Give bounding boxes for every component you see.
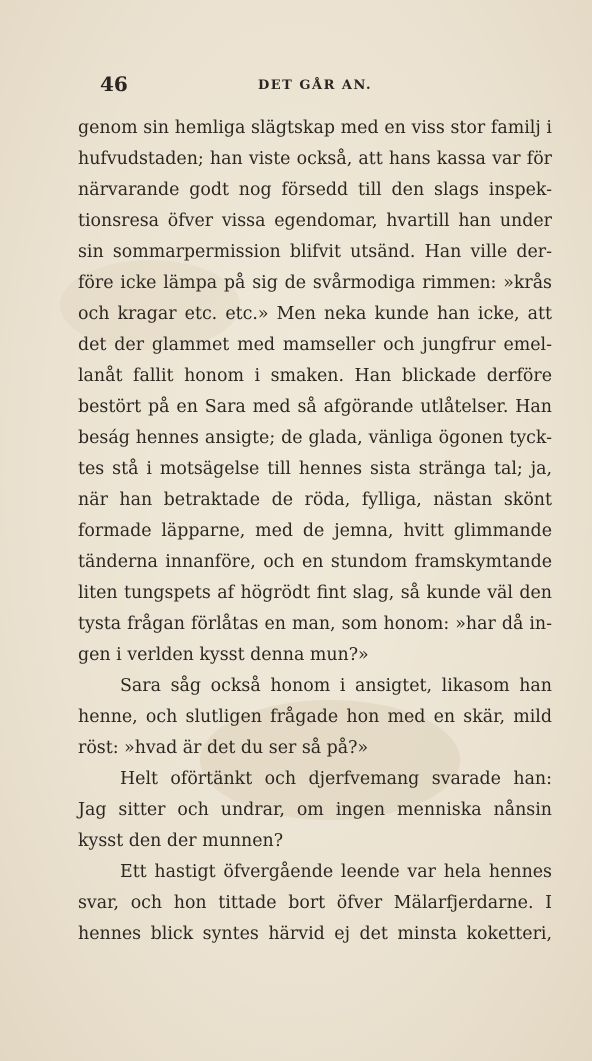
text-line: tänderna innanföre, och en stundom framskymtande [78, 552, 552, 572]
text-line: beság hennes ansigte; de glada, vänliga ögonen tyck- [78, 428, 552, 448]
text-line: tes stå i motsägelse till hennes sista stränga tal; ja, [78, 459, 552, 479]
text-line: hufvudstaden; han viste också, att hans kassa var för [78, 149, 552, 169]
page-header [0, 72, 592, 102]
text-line: gen i verlden kysst denna mun?» [78, 645, 369, 665]
text-line: kysst den der munnen? [78, 831, 284, 851]
text-line: lanåt fallit honom i smaken. Han blickade derföre [78, 366, 552, 386]
text-line: Ett hastigt öfvergående leende var hela hennes [120, 862, 552, 882]
text-line: Helt oförtänkt och djerfvemang svarade han: [120, 769, 552, 789]
body-text [78, 113, 552, 950]
text-line: genom sin hemliga slägtskap med en viss stor familj i [78, 118, 552, 138]
text-line: formade läpparne, med de jemna, hvitt glimmande [78, 521, 552, 541]
text-line: och kragar etc. etc.» Men neka kunde han icke, att [78, 304, 552, 324]
text-line: när han betraktade de röda, fylliga, nästan skönt [78, 490, 552, 510]
text-line: det der glammet med mamseller och jungfrur emel- [78, 335, 552, 355]
text-line: henne, och slutligen frågade hon med en skär, mild [78, 707, 552, 727]
page-number: 46 [100, 72, 128, 96]
text-line: tionsresa öfver vissa egendomar, hvartill han under [78, 211, 552, 231]
text-line: svar, och hon tittade bort öfver Mälarfjerdarne. I [78, 893, 552, 913]
text-line: tysta frågan förlåtas en man, som honom: »har då in- [78, 614, 552, 634]
text-line: före icke lämpa på sig de svårmodiga rimmen: »krås [78, 273, 552, 293]
text-line: liten tungspets af högrödt fint slag, så kunde väl den [78, 583, 552, 603]
text-line: närvarande godt nog försedd till den slags inspek- [78, 180, 552, 200]
text-line: bestört på en Sara med så afgörande utlåtelser. Han [78, 397, 552, 417]
text-line: Jag sitter och undrar, om ingen menniska nånsin [78, 800, 552, 820]
text-line: hennes blick syntes härvid ej det minsta koketteri, [78, 924, 552, 944]
running-head: DET GÅR AN. [258, 78, 373, 93]
text-line: sin sommarpermission blifvit utsänd. Han ville der- [78, 242, 552, 262]
text-line: Sara såg också honom i ansigtet, likasom han [120, 676, 552, 696]
text-line: röst: »hvad är det du ser så på?» [78, 738, 369, 758]
